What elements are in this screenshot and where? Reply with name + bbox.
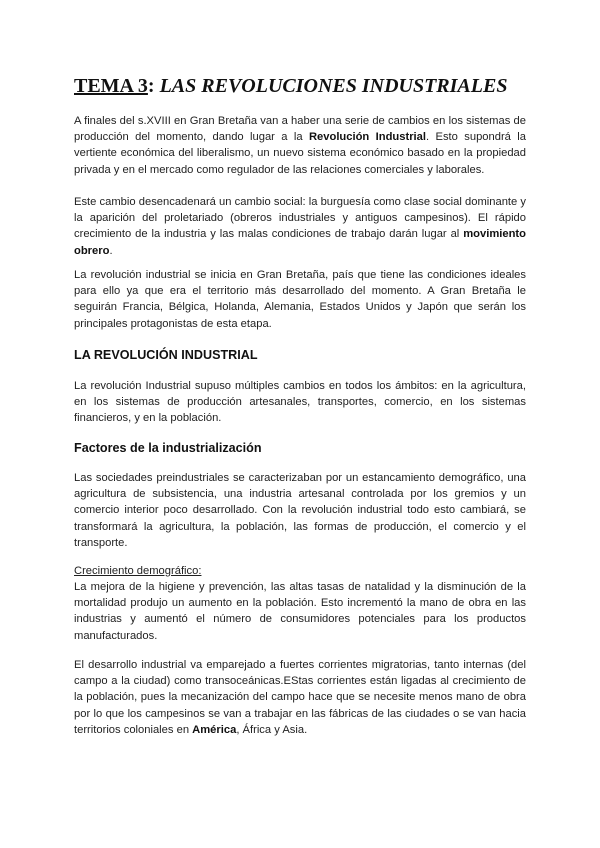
intro-paragraph-1 [74,113,526,178]
section2-p3-bold: América [192,723,237,736]
title-colon: : [147,75,160,97]
section2-paragraph-1: Las sociedades preindustriales se caracterizaban por un estancamiento demográfico, una agricultura de subsistencia, una industria artesanal controlada por los gremios y un comercio interior poco desarrollado. Con la revolución industrial todo esto cambiará, se transformará la agricultura, la población, las formas de producción, el comercio y el transporte. [74,472,526,549]
intro-paragraph-2 [74,194,526,259]
section2-paragraph-2: La mejora de la higiene y prevención, las altas tasas de natalidad y la disminución de la mortalidad produjo un aumento en la población. Esto incrementó la mano de obra en las industrias y aumentó el número de consumidores potenciales para los productos manufacturados. [74,581,526,642]
title-number: TEMA 3 [74,75,148,97]
section-heading-revolucion: LA REVOLUCIÓN INDUSTRIAL [74,348,258,362]
section-heading-factores: Factores de la industrialización [74,441,262,455]
intro-p2-bold: movimiento obrero [74,228,526,257]
intro-p2-text-c: . [109,244,113,257]
intro-p1-text-c: . Esto supondrá la vertiente económica del liberalismo, un nuevo sistema económico basado en la propiedad privada y en el mercado como regulador de las relaciones comerciales y laborales. [74,131,526,176]
intro-paragraph-3: La revolución industrial se inicia en Gran Bretaña, país que tiene las condiciones ideales para ello ya que era el territorio más desarrollado del momento. A Gran Bretaña le seguirán Francia, Bélgica, Holanda, Alemania, Estados Unidos y Japón que serán los principales protagonistas de esta etapa. [74,269,526,330]
section1-paragraph-1: La revolución Industrial supuso múltiples cambios en todos los ámbitos: en la agricultura, en los sistemas de producción artesanales, transportes, comercio, en los sistemas financieros, y en la población. [74,380,526,425]
intro-p1-bold: Revolución Industrial [308,131,426,144]
section2-paragraph-3 [74,657,526,738]
section2-p3-text-a: El desarrollo industrial va emparejado a fuertes corrientes migratorias, tanto internas (del campo a la ciudad) como transoceánicas.EStas corrientes están ligadas al crecimiento de la población, pues la mecanización del campo hace que se necesite menos mano de obra por lo que los campesinos se van a trabajar en las fábricas de las ciudades o se van hacia territorios coloniales en [74,659,526,736]
title-subtitle: LAS REVOLUCIONES INDUSTRIALES [159,75,508,97]
page-title [74,73,507,99]
intro-p1-text-a: A finales del s.XVIII en Gran Bretaña van a haber una serie de cambios en los sistemas de producción del momento, dando lugar a la [74,115,526,144]
subheading-crecimiento: Crecimiento demográfico: [74,565,202,577]
section2-p3-text-c: , África y Asia. [236,723,308,736]
intro-p2-text-a: Este cambio desencadenará un cambio social: la burguesía como clase social dominante y la aparición del proletariado (obreros industriales y antiguos campesinos). El rápido crecimiento de la industria y las malas condiciones de trabajo darán lugar al [74,196,526,241]
